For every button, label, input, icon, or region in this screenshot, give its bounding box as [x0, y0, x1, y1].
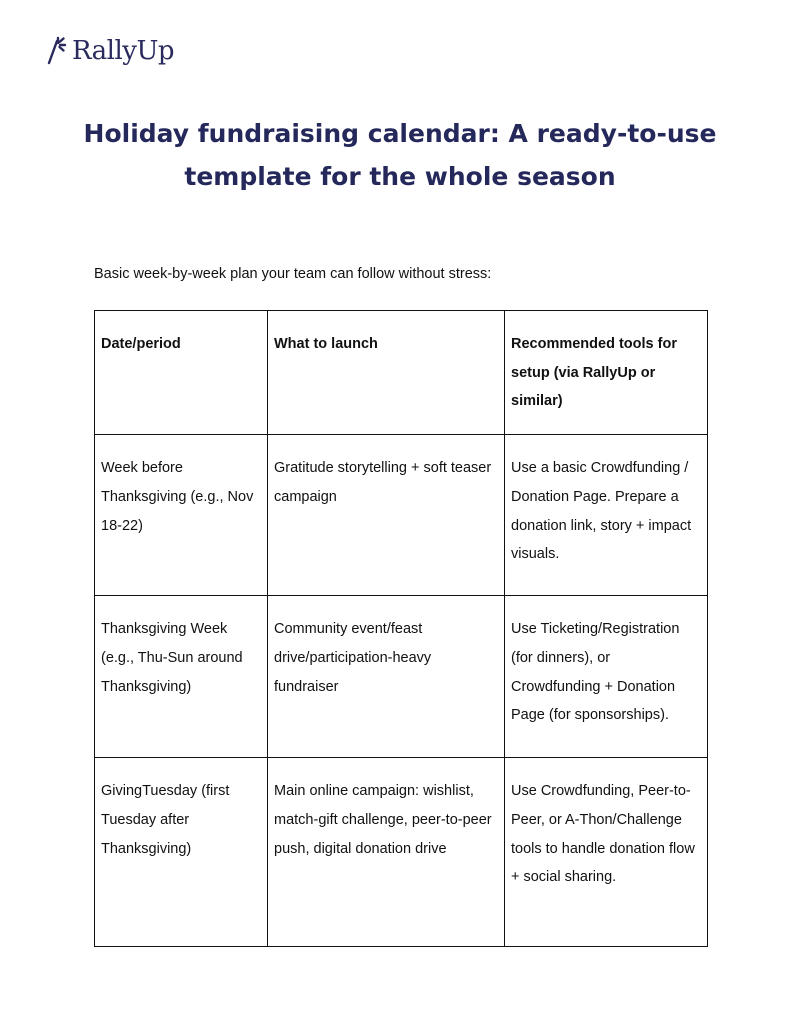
- cell-what-to-launch: Gratitude storytelling + soft teaser campaign: [268, 435, 505, 596]
- calendar-table: [94, 310, 708, 947]
- cell-date-period: Week before Thanksgiving (e.g., Nov 18-22): [95, 435, 268, 596]
- cell-what-to-launch: Main online campaign: wishlist, match-gift challenge, peer-to-peer push, digital donation drive: [268, 758, 505, 947]
- table-header-row: [95, 311, 708, 435]
- cell-date-period: Thanksgiving Week (e.g., Thu-Sun around Thanksgiving): [95, 596, 268, 758]
- page-title: [60, 112, 740, 198]
- title-line-2: template for the whole season: [184, 162, 616, 191]
- table-row: [95, 758, 708, 947]
- rallyup-logo: [44, 34, 174, 68]
- intro-text: Basic week-by-week plan your team can follow without stress:: [94, 266, 492, 282]
- cell-date-period: GivingTuesday (first Tuesday after Thanksgiving): [95, 758, 268, 947]
- brand-name: RallyUp: [72, 36, 175, 66]
- title-line-1: Holiday fundraising calendar: A ready-to-use: [83, 119, 717, 148]
- header-recommended-tools: Recommended tools for setup (via RallyUp or similar): [505, 311, 708, 435]
- table-row: [95, 435, 708, 596]
- sparkle-icon: [44, 36, 68, 66]
- table-row: [95, 596, 708, 758]
- header-date-period: Date/period: [95, 311, 268, 435]
- cell-recommended-tools: Use Crowdfunding, Peer-to-Peer, or A-Thon/Challenge tools to handle donation flow + social sharing.: [505, 758, 708, 947]
- header-what-to-launch: What to launch: [268, 311, 505, 435]
- cell-recommended-tools: Use Ticketing/Registration (for dinners), or Crowdfunding + Donation Page (for sponsorships).: [505, 596, 708, 758]
- cell-what-to-launch: Community event/feast drive/participation-heavy fundraiser: [268, 596, 505, 758]
- cell-recommended-tools: Use a basic Crowdfunding / Donation Page. Prepare a donation link, story + impact visuals.: [505, 435, 708, 596]
